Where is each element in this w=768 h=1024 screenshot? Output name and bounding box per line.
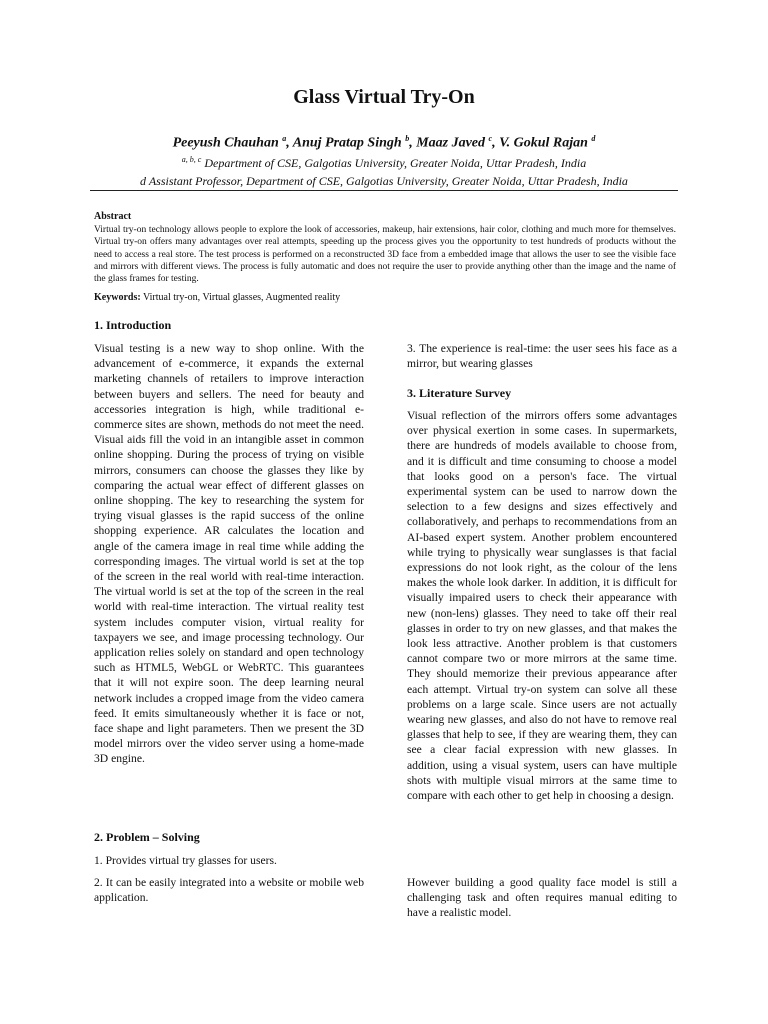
affiliation-1-mark: a, b, c bbox=[181, 155, 202, 164]
author-1: Peeyush Chauhan bbox=[172, 135, 283, 151]
author-list bbox=[0, 134, 768, 152]
introduction-heading: 1. Introduction bbox=[94, 318, 172, 332]
abstract-body: Virtual try-on technology allows people to explore the look of accessories, makeup, hair extensions, hair color, clothing and much more for themselves. Virtual try-on offers many advantages over real attempts, speeding up the process gives you the opportunity to test hundreds of products without the need to access a real store. The test process is performed on a reconstructed 3D face from a embedded image that allows the user to see the visible face and mirrors with different views. The process is fully automatic and does not require the user to provide anything other than the image and the name of the glass frames for testing. bbox=[94, 225, 676, 285]
problem-item-1: 1. Provides virtual try glasses for users. bbox=[94, 854, 277, 867]
author-3-mark: c bbox=[488, 134, 493, 143]
affiliation-1-text: Department of CSE, Galgotias University, Greater Noida, Uttar Pradesh, India bbox=[201, 156, 587, 170]
author-2-mark: b bbox=[405, 134, 410, 143]
header-divider bbox=[90, 190, 678, 191]
affiliation-2: d Assistant Professor, Department of CSE, Galgotias University, Greater Noida, Uttar Pradesh, India bbox=[140, 174, 628, 188]
paper-title: Glass Virtual Try-On bbox=[293, 86, 475, 108]
keywords-text: Virtual try-on, Virtual glasses, Augmented reality bbox=[140, 292, 341, 303]
literature-survey-heading: 3. Literature Survey bbox=[407, 386, 512, 400]
literature-survey-paragraph-2: However building a good quality face model is still a challenging task and often requires manual editing to have a realistic model. bbox=[407, 876, 677, 920]
problem-item-3: 3. The experience is real-time: the user sees his face as a mirror, but wearing glasses bbox=[407, 342, 677, 371]
introduction-paragraph: Visual testing is a new way to shop online. With the advancement of e-commerce, it expands the external marketing channels of retailers to improve interaction between buyers and sellers. The need for beauty and accessories integration is high, while traditional e-commerce sites are shown, methods do not meet the need. Visual aids fill the void in an intangible asset in common online shopping. During the process of trying on visible mirrors, consumers can choose the glasses they like by comparing the actual wear effect of different glasses on online shopping. The key to researching the system for trying visual glasses is the rapid success of the online shopping experience. AR calculates the location and angle of the camera image in real time while adding the corresponding images. The virtual world is set at the top of the screen in the real world with real-time interaction. The virtual world is set at the top of the screen in the real world with real-time interaction. The virtual reality test system includes computer vision, virtual reality for taxpayers we see, and image processing technology. Our application relies solely on standard and open technology such as HTML5, WebGL or WebRTC. This guarantees that it will not expire soon. The deep learning neural network includes a cropped image from the video camera feed. It emits simultaneously whether it is face or not, face shape and light parameters. Then we present the 3D model mirrors over the video server using a home-made 3D engine. bbox=[94, 342, 364, 766]
introduction-body bbox=[94, 341, 364, 767]
affiliation-1 bbox=[0, 155, 768, 171]
problem-solving-heading: 2. Problem – Solving bbox=[94, 830, 200, 844]
author-2: , Anuj Pratap Singh bbox=[286, 135, 406, 151]
author-3: , Maaz Javed bbox=[409, 135, 489, 151]
literature-survey-paragraph: Visual reflection of the mirrors offers some advantages over physical exertion in some cases. In supermarkets, there are hundreds of models available to choose from, and it is difficult and time consuming to choose a model that looks good on a person's face. The virtual experimental system can be used to narrow down the selection to a few designs and sizes effectively and collaboratively, and perhaps to recommendations from an AI-based expert system. Another problem encountered while trying to physically wear sunglasses is that facial expressions do not look right, as the colour of the lens makes the whole look darker. In addition, it is difficult for visually impaired users to check their appearance with new (non-lens) glasses. They need to take off their real glasses in order to try on new glasses, and that makes the look less attractive. Another problem is that customers cannot compare two or more mirrors at the same time. They should memorize their previous appearance after each attempt. Virtual try-on system can solve all these problems on a large scale. Since users are not actually wearing new glasses, and also do not have to remove real glasses that help to see, if they are wearing them, they can see a clear facial expression with new glasses. In addition, using a visual system, users can have multiple shots with multiple visual mirrors at the same time to compare with each other to get help in choosing a design. bbox=[407, 409, 677, 803]
author-4-mark: d bbox=[591, 134, 596, 143]
keywords-label: Keywords: bbox=[94, 292, 141, 303]
problem-item-2: 2. It can be easily integrated into a website or mobile web application. bbox=[94, 876, 364, 905]
author-4: , V. Gokul Rajan bbox=[492, 135, 592, 151]
literature-survey-body bbox=[407, 408, 677, 803]
keywords-line bbox=[94, 292, 340, 303]
abstract-heading: Abstract bbox=[94, 211, 132, 222]
author-1-mark: a bbox=[282, 134, 287, 143]
